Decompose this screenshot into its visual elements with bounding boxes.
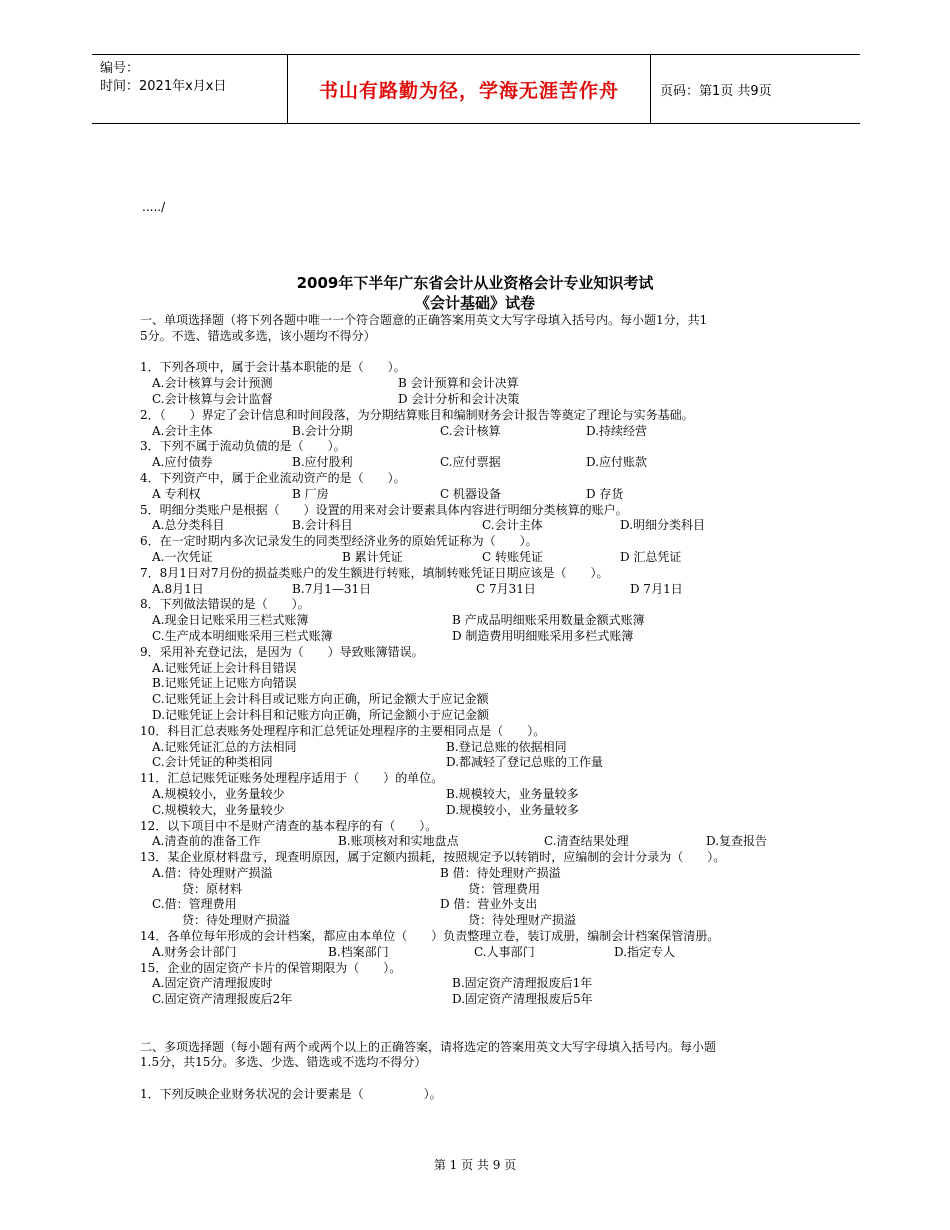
option-b: B.规模较大，业务量较多 [446, 786, 579, 801]
question-10-options [140, 755, 840, 771]
question-1-options [140, 392, 840, 408]
option-a [140, 661, 840, 677]
question-2: 2．（ ）界定了会计信息和时间段落，为分期结算账目和编制财务会计报告等奠定了理论与实务基础。 [140, 407, 694, 422]
option-b: B 借：待处理财产损溢 [440, 865, 561, 880]
option-a: A.现金日记账采用三栏式账簿 [152, 613, 309, 628]
option-c: C.人事部门 [474, 944, 535, 959]
option-d: D.规模较小，业务量较多 [446, 802, 580, 817]
option-c: C.会计核算与会计监督 [152, 391, 273, 406]
option-c-credit: 贷：待处理财产损溢 [182, 913, 291, 928]
question-14-options [140, 945, 840, 961]
option-c-text: C.记账凭证上会计科目或记账方向正确，所记金额大于应记金额 [152, 692, 489, 707]
option-d: D 制造费用明细账采用多栏式账簿 [452, 628, 634, 643]
option-a: A.一次凭证 [152, 549, 213, 564]
option-b: B 累计凭证 [342, 549, 403, 564]
question-1-options [140, 376, 840, 392]
question-15: 15．企业的固定资产卡片的保管期限为（ ）。 [140, 960, 402, 975]
question-10: 10．科目汇总表账务处理程序和汇总凭证处理程序的主要相同点是（ ）。 [140, 723, 546, 738]
option-a: A.借：待处理财产损溢 [152, 865, 273, 880]
option-b: B.应付股利 [292, 455, 353, 470]
option-d: D 借：营业外支出 [440, 897, 538, 912]
question-5: 5．明细分类账户是根据（ ）设置的用来对会计要素具体内容进行明细分类核算的账户。 [140, 502, 628, 517]
option-b: B.账项核对和实地盘点 [338, 834, 459, 849]
option-b: B 产成品明细账采用数量金额式账簿 [452, 613, 645, 628]
option-d: D.复查报告 [706, 834, 768, 849]
option-b: B.档案部门 [328, 944, 389, 959]
question-14: 14．各单位每年形成的会计档案，都应由本单位（ ）负责整理立卷，装订成册，编制会计档案保管清册。 [140, 929, 720, 944]
question-13-options [140, 866, 840, 882]
option-a: A.总分类科目 [152, 518, 225, 533]
question-13-options [140, 882, 840, 898]
question-12: 12．以下项目中不是财产清查的基本程序的有（ ）。 [140, 818, 438, 833]
option-a: A.规模较小，业务量较少 [152, 786, 285, 801]
question-5-options [140, 518, 840, 534]
question-7-options [140, 582, 840, 598]
option-c: C 7月31日 [476, 581, 536, 596]
time-label: 时间：2021年x月x日 [100, 79, 227, 94]
question-7: 7．8月1日对7月份的损益类账户的发生额进行转账，填制转账凭证日期应该是（ ）。 [140, 565, 609, 580]
section1-intro: 一、单项选择题（将下列各题中唯一一个符合题意的正确答案用英文大写字母填入括号内。每小题1分，共1 [140, 313, 708, 327]
option-b: B.7月1—31日 [292, 581, 372, 596]
question-3-options [140, 455, 840, 471]
option-c: C.清查结果处理 [544, 834, 629, 849]
option-d: D 7月1日 [630, 581, 683, 596]
section2-intro-cont: 1.5分，共15分。多选、少选、错选或不选均不得分） [140, 1055, 427, 1070]
option-c: C.应付票据 [440, 455, 501, 470]
option-d: D.持续经营 [586, 423, 648, 438]
option-a: A.会计主体 [152, 423, 213, 438]
section2-intro: 二、多项选择题（每小题有两个或两个以上的正确答案，请将选定的答案用英文大写字母填入括号内。每小题 [140, 1039, 717, 1054]
section2-question-1: 1．下列反映企业财务状况的会计要素是（ ）。 [140, 1087, 442, 1102]
option-c: C.会计核算 [440, 423, 501, 438]
option-d-text: D.记账凭证上会计科目和记账方向正确，所记金额小于应记金额 [152, 707, 490, 722]
question-8: 8．下列做法错误的是（ ）。 [140, 597, 310, 612]
header-meta [92, 55, 288, 123]
option-b: B 厂房 [292, 486, 329, 501]
question-10-options [140, 740, 840, 756]
question-12-options [140, 834, 840, 850]
option-d: D.明细分类科目 [620, 518, 706, 533]
question-9: 9．采用补充登记法，是因为（ ）导致账簿错误。 [140, 644, 424, 659]
option-d: D 存货 [586, 486, 624, 501]
option-d [140, 708, 840, 724]
page-footer: 第 1 页 共 9 页 [433, 1158, 517, 1172]
question-6: 6．在一定时期内多次记录发生的同类型经济业务的原始凭证称为（ ）。 [140, 534, 538, 549]
option-a: A.应付债券 [152, 455, 213, 470]
question-1: 1．下列各项中，属于会计基本职能的是（ ）。 [140, 360, 406, 375]
option-d: D.指定专人 [614, 944, 676, 959]
option-b: B.固定资产清理报废后1年 [452, 976, 593, 991]
exam-subtitle: 《会计基础》试卷 [414, 294, 535, 312]
option-c: C 机器设备 [440, 486, 501, 501]
option-c: C.会计主体 [482, 518, 543, 533]
option-c: C.生产成本明细账采用三栏式账簿 [152, 628, 333, 643]
option-a-credit: 贷：原材料 [182, 881, 243, 896]
option-a: A.会计核算与会计预测 [152, 376, 273, 391]
option-d: D 汇总凭证 [620, 549, 682, 564]
header-motto: 书山有路勤为径，学海无涯苦作舟 [288, 55, 651, 123]
question-15-options [140, 992, 840, 1008]
question-4: 4．下列资产中，属于企业流动资产的是（ ）。 [140, 470, 406, 485]
option-d: D 会计分析和会计决策 [398, 391, 520, 406]
option-d: D.固定资产清理报废后5年 [452, 992, 593, 1007]
option-c: C.会计凭证的种类相同 [152, 755, 273, 770]
number-label: 编号： [100, 61, 140, 76]
exam-body [140, 313, 840, 1103]
question-13-options [140, 897, 840, 913]
section1-intro-cont: 5分。不选、错选或多选，该小题均不得分） [140, 328, 376, 343]
option-b-text: B.记账凭证上记账方向错误 [152, 676, 297, 691]
option-a: A.财务会计部门 [152, 944, 237, 959]
option-d: D.都减轻了登记总账的工作量 [446, 755, 604, 770]
question-13-options [140, 913, 840, 929]
question-2-options [140, 424, 840, 440]
exam-title: 2009年下半年广东省会计从业资格会计专业知识考试 [296, 274, 654, 292]
option-a: A.固定资产清理报废时 [152, 976, 273, 991]
option-b: B.会计分期 [292, 423, 353, 438]
question-8-options [140, 613, 840, 629]
option-b-credit: 贷：管理费用 [468, 881, 541, 896]
option-d: D.应付账款 [586, 455, 648, 470]
option-b: B.会计科目 [292, 518, 353, 533]
question-13: 13．某企业原材料盘亏，现查明原因，属于定额内损耗，按照规定予以转销时，应编制的会计分录为（ ）。 [140, 850, 726, 865]
option-a: A.记账凭证汇总的方法相同 [152, 739, 297, 754]
option-b [140, 676, 840, 692]
question-15-options [140, 976, 840, 992]
option-b: B 会计预算和会计决算 [398, 376, 519, 391]
option-c: C.规模较大，业务量较少 [152, 802, 285, 817]
option-a: A.清查前的准备工作 [152, 834, 261, 849]
page-header [92, 54, 860, 124]
question-11-options [140, 787, 840, 803]
question-4-options [140, 487, 840, 503]
question-11: 11．汇总记账凭证账务处理程序适用于（ ）的单位。 [140, 771, 444, 786]
ellipsis-mark: ...../ [142, 200, 166, 214]
option-a: A.8月1日 [152, 581, 204, 596]
option-c: C.固定资产清理报废后2年 [152, 992, 293, 1007]
question-11-options [140, 803, 840, 819]
option-a-text: A.记账凭证上会计科目错误 [152, 660, 297, 675]
option-c [140, 692, 840, 708]
option-d-credit: 贷：待处理财产损溢 [468, 913, 577, 928]
option-b: B.登记总账的依据相同 [446, 739, 567, 754]
header-page-info: 页码：第1页 共9页 [660, 83, 772, 99]
option-c: C 转账凭证 [482, 549, 543, 564]
option-c: C.借：管理费用 [152, 897, 237, 912]
question-8-options [140, 629, 840, 645]
question-6-options [140, 550, 840, 566]
option-a: A 专利权 [152, 486, 201, 501]
question-3: 3．下列不属于流动负债的是（ ）。 [140, 439, 346, 454]
